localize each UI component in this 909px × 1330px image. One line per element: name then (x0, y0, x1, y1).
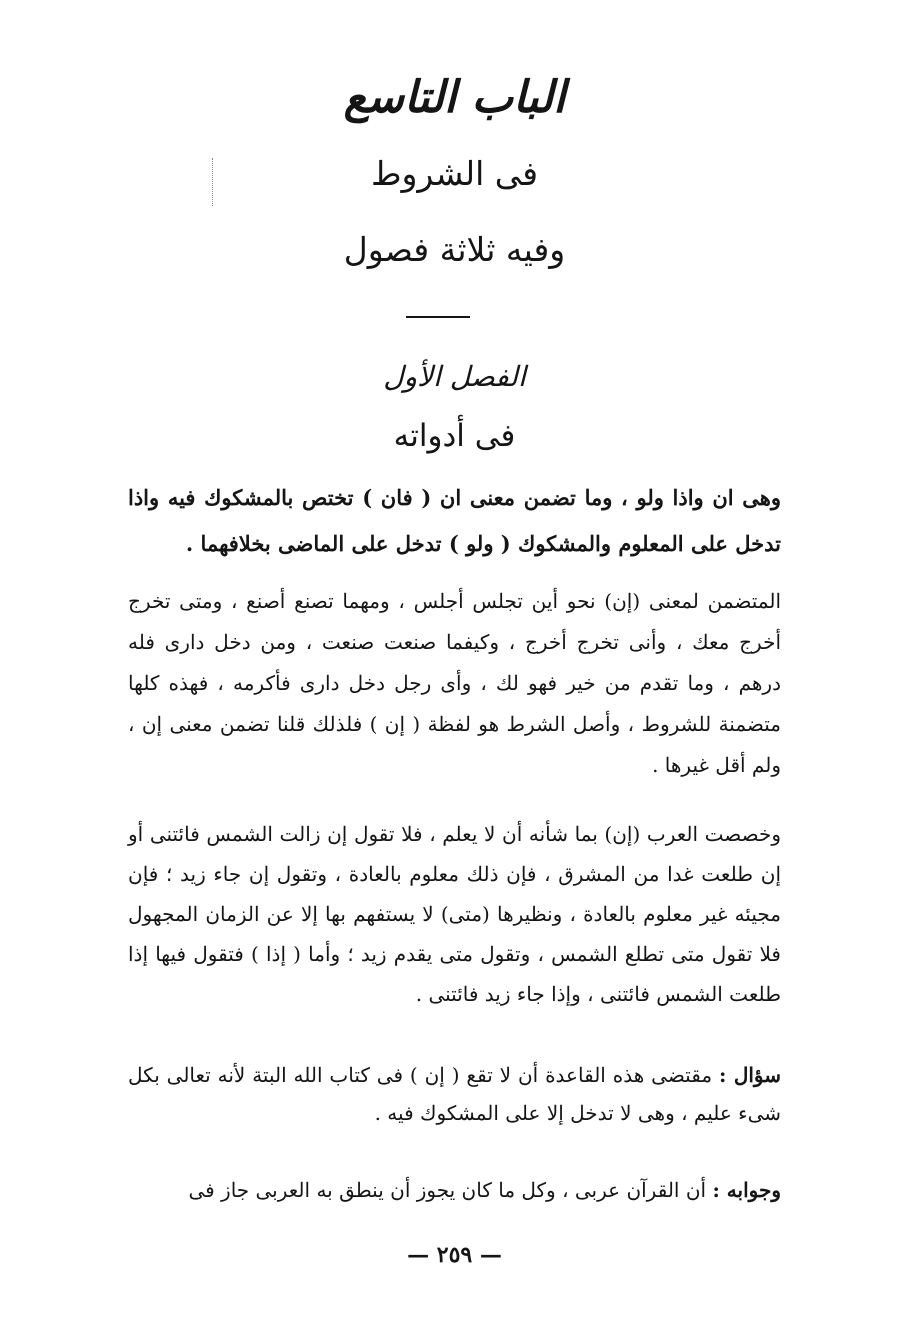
answer-label: وجوابه : (712, 1178, 781, 1202)
section-divider (406, 316, 470, 318)
chapter-title: الباب التاسع (343, 72, 566, 123)
paragraph-usage: وخصصت العرب (إن) بما شأنه أن لا يعلم ، فلا تقول إن زالت الشمس فائتنى أو إن طلعت غدا من المشرق ، فإن ذلك معلوم بالعادة ، وتقول إن جاء زيد ؛ فإن مجيئه غير معلوم بالعادة ، ونظيرها (متى) لا يستفهم بها إلا عن الزمان المجهول فلا تقول متى تطلع الشمس ، وتقول متى يقدم زيد ؛ وأما ( إذا ) فتقول فيها إذا طلعت الشمس فائتنى ، وإذا جاء زيد فائتنى . (128, 822, 782, 1006)
question-text: مقتضى هذه القاعدة أن لا تقع ( إن ) فى كتاب الله البتة لأنه تعالى بكل شىء عليم ، وهى لا تدخل إلا على المشكوك فيه . (128, 1063, 781, 1125)
paragraph-summary: وهى ان واذا ولو ، وما تضمن معنى ان ( فان ) تختص بالمشكوك فيه واذا تدخل على المعلوم والمشكوك ( ولو ) تدخل على الماضى بخلافهما . (128, 485, 781, 556)
section-subtitle: فى أدواته (393, 418, 516, 454)
question-label: سؤال : (718, 1063, 781, 1087)
paragraph-question (128, 1056, 781, 1132)
answer-text: أن القرآن عربى ، وكل ما كان يجوز أن ينطق به العربى جاز فى (188, 1178, 707, 1202)
paragraph-answer (128, 1170, 781, 1210)
section-title: الفصل الأول (383, 360, 526, 393)
chapter-subtitle: فى الشروط (370, 154, 539, 193)
page-number: — ٢٥٩ — (407, 1242, 502, 1268)
chapter-sections-note: وفيه ثلاثة فصول (343, 230, 566, 269)
paragraph-examples: المتضمن لمعنى (إن) نحو أين تجلس أجلس ، ومهما تصنع أصنع ، ومتى تخرج أخرج معك ، وأنى تخرج أخرج ، وكيفما صنعت صنعت ، ومن دخل دارى فله درهم ، وما تقدم من خير فهو لك ، وأى رجل دخل دارى فأكرمه ، فهذه كلها متضمنة للشروط ، وأصل الشرط هو لفظة ( إن ) فلذلك قلنا تضمن معنى إن ، ولم أقل غيرها . (128, 589, 781, 777)
